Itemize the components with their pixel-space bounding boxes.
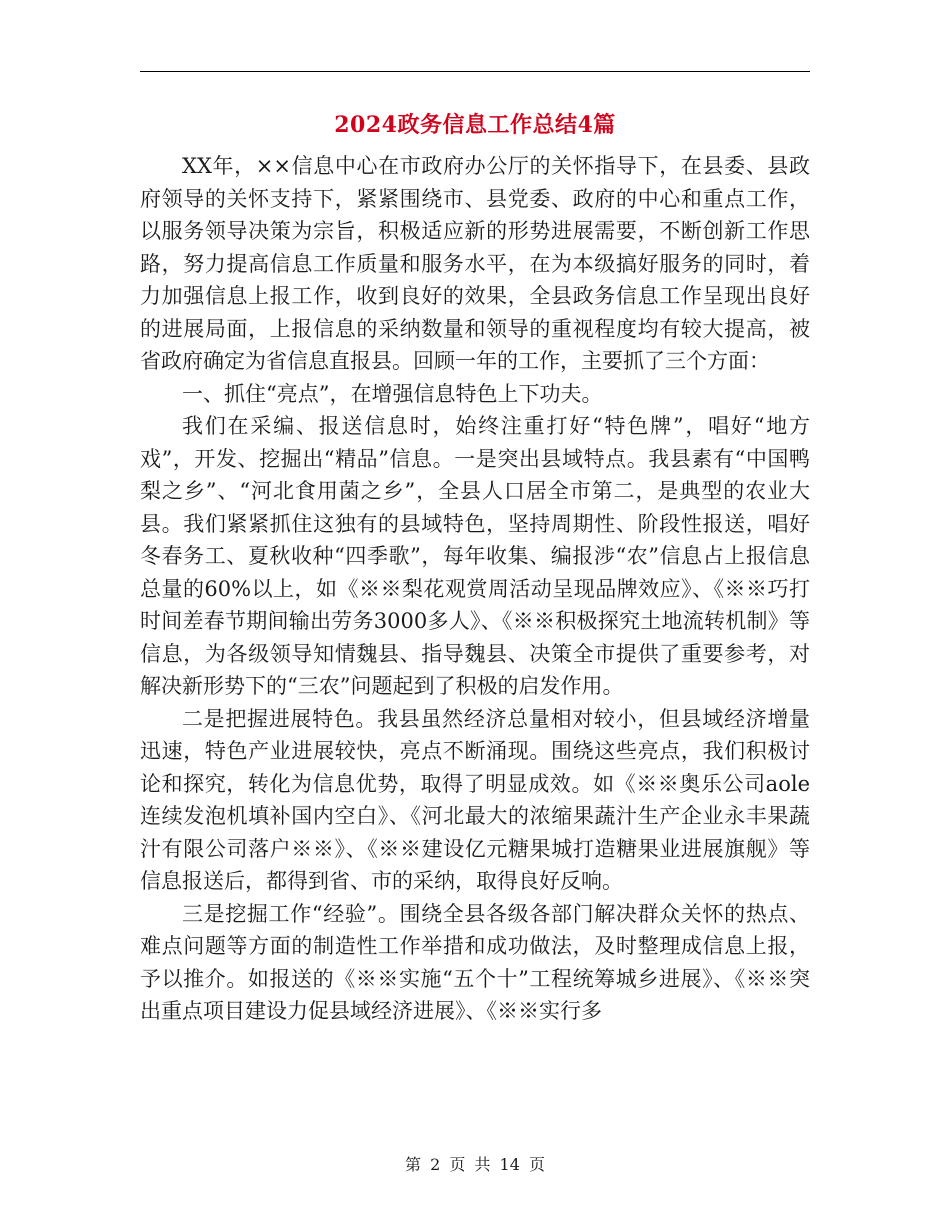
header-rule bbox=[140, 71, 810, 72]
paragraph-intro: XX年，××信息中心在市政府办公厅的关怀指导下，在县委、县政府领导的关怀支持下，紧紧围绕市、县党委、政府的中心和重点工作，以服务领导决策为宗旨，积极适应新的形势进展需要，不断创新工作思路，努力提高信息工作质量和服务水平，在为本级搞好服务的同时，着力加强信息上报工作，收到良好的效果，全县政务信息工作呈现出良好的进展局面，上报信息的采纳数量和领导的重视程度均有较大提高，被省政府确定为省信息直报县。回顾一年的工作，主要抓了三个方面： bbox=[140, 154, 810, 373]
paragraph-county-features: 我们在采编、报送信息时，始终注重打好“特色牌”，唱好“地方戏”，开发、挖掘出“精品”信息。一是突出县域特点。我县素有“中国鸭梨之乡”、“河北食用菌之乡”，全县人口居全市第二，是典型的农业大县。我们紧紧抓住这独有的县域特色，坚持周期性、阶段性报送，唱好冬春务工、夏秋收种“四季歌”，每年收集、编报涉“农”信息占上报信息总量的60%以上，如《※※梨花观赏周活动呈现品牌效应》、《※※巧打时间差春节期间输出劳务3000多人》、《※※积极探究土地流转机制》等信息，为各级领导知情魏县、指导魏县、决策全市提供了重要参考，对解决新形势下的“三农”问题起到了积极的启发作用。 bbox=[140, 414, 810, 698]
section-heading-1: 一、抓住“亮点”，在增强信息特色上下功夫。 bbox=[182, 381, 603, 406]
document-title: 2024政务信息工作总结4篇 bbox=[334, 112, 616, 138]
page-number-footer: 第 2 页 共 14 页 bbox=[405, 1155, 545, 1174]
document-body bbox=[140, 150, 810, 1028]
paragraph-work-experience: 三是挖掘工作“经验”。围绕全县各级各部门解决群众关怀的热点、难点问题等方面的制造性工作举措和成功做法，及时整理成信息上报，予以推介。如报送的《※※实施“五个十”工程统筹城乡进展》、《※※突出重点项目建设力促县域经济进展》、《※※实行多 bbox=[140, 901, 810, 1023]
paragraph-development-features: 二是把握进展特色。我县虽然经济总量相对较小，但县域经济增量迅速，特色产业进展较快，亮点不断涌现。围绕这些亮点，我们积极讨论和探究，转化为信息优势，取得了明显成效。如《※※奥乐公司aole连续发泡机填补国内空白》、《河北最大的浓缩果蔬汁生产企业永丰果蔬汁有限公司落户※※》、《※※建设亿元糖果城打造糖果业进展旗舰》等信息报送后，都得到省、市的采纳，取得良好反响。 bbox=[140, 706, 810, 893]
